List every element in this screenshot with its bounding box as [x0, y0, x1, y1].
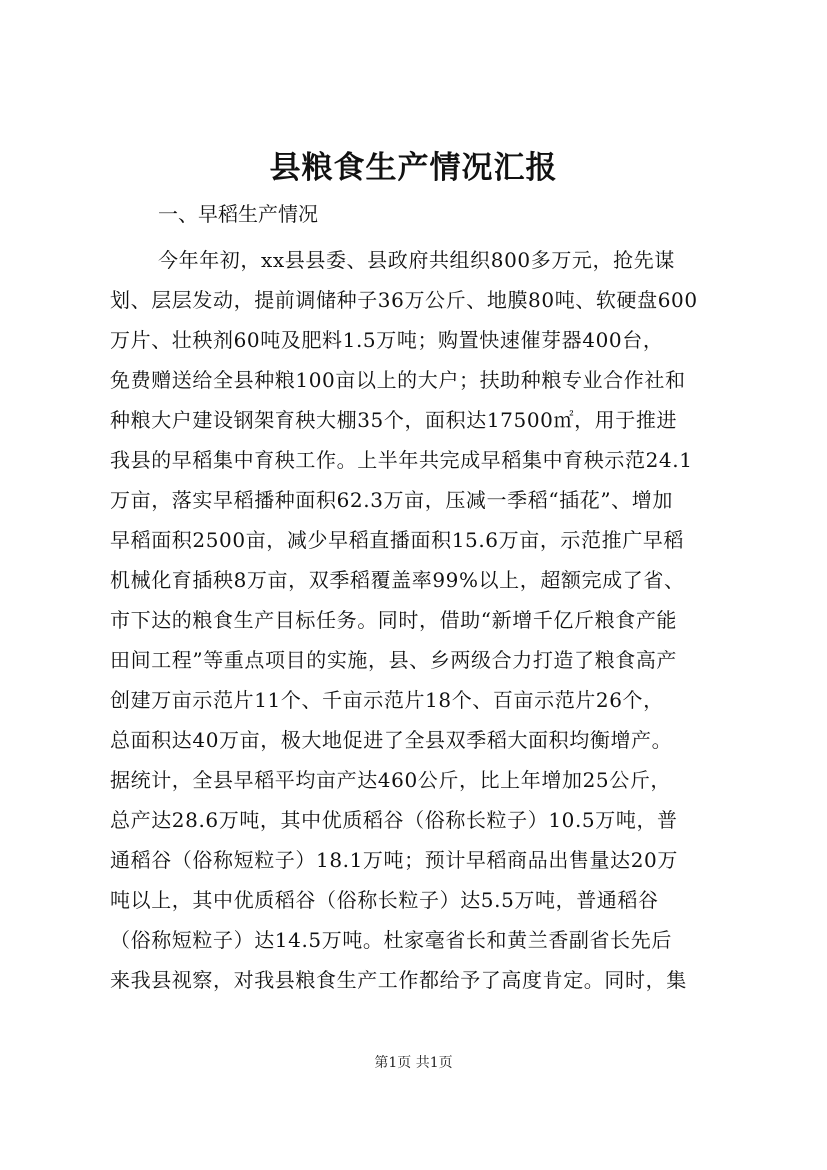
body-line: 万亩，落实早稻播种面积62.3万亩，压减一季稻“插花”、增加 — [110, 488, 673, 512]
body-line: （俗称短粒子）达14.5万吨。杜家毫省长和黄兰香副省长先后 — [110, 928, 672, 952]
body-line: 划、层层发动，提前调储种子36万公斤、地膜80吨、软硬盘600 — [110, 288, 698, 312]
body-line: 市下达的粮食生产目标任务。同时，借助“新增千亿斤粮食产能 — [110, 608, 678, 632]
body-line: 万片、壮秧剂60吨及肥料1.5万吨；购置快速催芽器400台， — [110, 328, 664, 352]
page-footer: 第1页 共1页 — [374, 1055, 453, 1071]
body-line: 创建万亩示范片11个、千亩示范片18个、百亩示范片26个， — [110, 688, 664, 712]
section-heading: 一、早稻生产情况 — [158, 202, 318, 226]
body-line: 吨以上，其中优质稻谷（俗称长粒子）达5.5万吨，普通稻谷 — [110, 888, 659, 912]
body-line: 机械化育插秧8万亩，双季稻覆盖率99%以上，超额完成了省、 — [110, 568, 685, 592]
body-line: 种粮大户建设钢架育秧大棚35个，面积达17500㎡，用于推进 — [110, 408, 678, 432]
body-line: 来我县视察，对我县粮食生产工作都给予了高度肯定。同时，集 — [110, 968, 687, 992]
body-line: 免费赠送给全县种粮100亩以上的大户；扶助种粮专业合作社和 — [110, 368, 686, 392]
body-line: 通稻谷（俗称短粒子）18.1万吨；预计早稻商品出售量达20万 — [110, 848, 678, 872]
body-line: 我县的早稻集中育秧工作。上半年共完成早稻集中育秧示范24.1 — [110, 448, 693, 472]
body-line: 今年年初，xx县县委、县政府共组织800多万元，抢先谋 — [158, 248, 675, 272]
body-line: 田间工程”等重点项目的实施，县、乡两级合力打造了粮食高产 — [110, 648, 678, 672]
body-line: 总产达28.6万吨，其中优质稻谷（俗称长粒子）10.5万吨，普 — [110, 808, 678, 832]
body-line: 据统计，全县早稻平均亩产达460公斤，比上年增加25公斤， — [110, 768, 672, 792]
body-line: 早稻面积2500亩，减少早稻直播面积15.6万亩，示范推广早稻 — [110, 528, 685, 552]
document-title: 县粮食生产情况汇报 — [269, 150, 558, 186]
body-line: 总面积达40万亩，极大地促进了全县双季稻大面积均衡增产。 — [110, 728, 673, 752]
body-text — [110, 240, 740, 1000]
